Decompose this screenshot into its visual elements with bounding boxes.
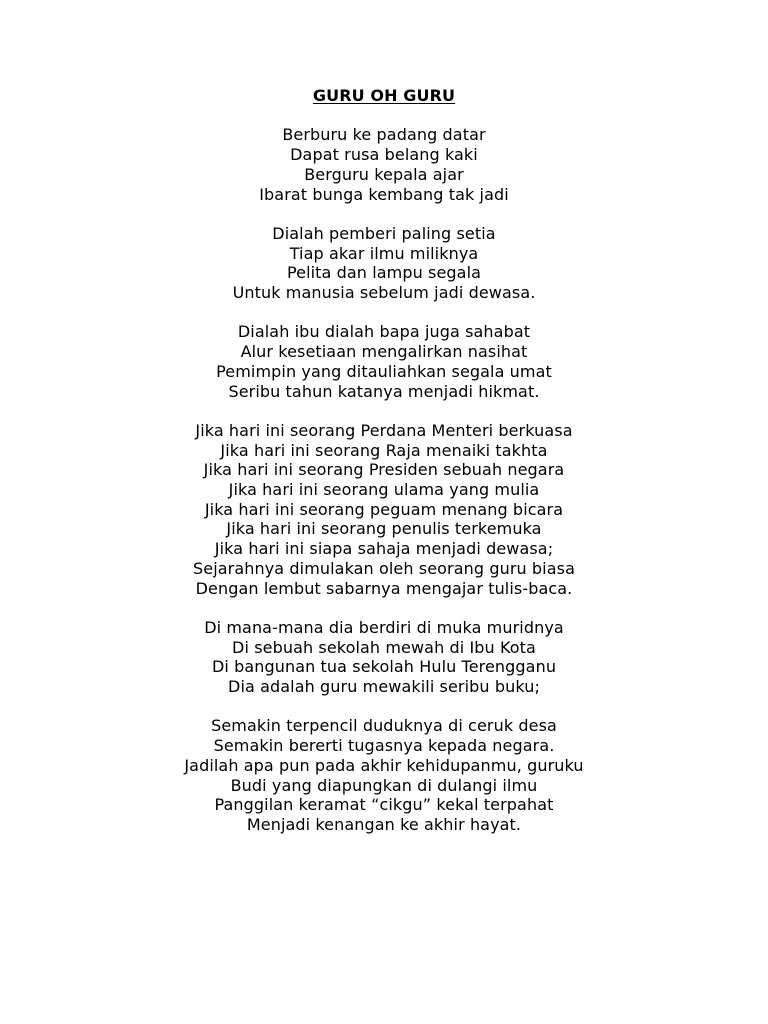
poem-line: Menjadi kenangan ke akhir hayat. xyxy=(246,814,522,834)
poem-line: Jika hari ini seorang penulis terkemuka xyxy=(226,519,542,539)
poem-line: Dapat rusa belang kaki xyxy=(290,145,478,165)
poem-line: Di bangunan tua sekolah Hulu Terengganu xyxy=(211,657,557,677)
poem-line: Jika hari ini siapa sahaja menjadi dewasa; xyxy=(214,539,554,559)
poem-line: Di sebuah sekolah mewah di Ibu Kota xyxy=(232,637,536,657)
stanza-6 xyxy=(0,716,768,834)
stanza-4 xyxy=(0,421,768,598)
poem-line: Di mana-mana dia berdiri di muka muridnya xyxy=(204,617,564,637)
stanza-2 xyxy=(0,224,768,303)
poem-line: Jika hari ini seorang Perdana Menteri berkuasa xyxy=(195,420,573,440)
poem-line: Seribu tahun katanya menjadi hikmat. xyxy=(228,381,540,401)
stanza-3 xyxy=(0,322,768,401)
poem-line: Budi yang diapungkan di dulangi ilmu xyxy=(230,775,538,795)
poem-line: Dia adalah guru mewakili seribu buku; xyxy=(228,677,540,697)
poem-line: Berguru kepala ajar xyxy=(304,164,464,184)
poem-line: Semakin terpencil duduknya di ceruk desa xyxy=(211,716,557,736)
poem-line: Panggilan keramat “cikgu” kekal terpahat xyxy=(214,795,554,815)
poem-line: Dengan lembut sabarnya mengajar tulis-baca. xyxy=(195,578,573,598)
poem-line: Untuk manusia sebelum jadi dewasa. xyxy=(232,283,536,302)
stanza-5 xyxy=(0,618,768,697)
poem-line: Berburu ke padang datar xyxy=(282,125,486,145)
poem-line: Jika hari ini seorang ulama yang mulia xyxy=(228,480,540,499)
poem-line: Jika hari ini seorang Presiden sebuah negara xyxy=(203,460,565,480)
poem-line: Sejarahnya dimulakan oleh seorang guru biasa xyxy=(193,558,575,578)
poem-title: GURU OH GURU xyxy=(312,86,456,105)
poem-line: Tiap akar ilmu miliknya xyxy=(289,243,479,263)
poem-line: Pemimpin yang ditauliahkan segala umat xyxy=(216,361,552,381)
poem xyxy=(0,86,768,854)
poem-line: Jika hari ini seorang peguam menang bicara xyxy=(204,499,564,519)
poem-line: Jadilah apa pun pada akhir kehidupanmu, guruku xyxy=(184,755,584,775)
stanza-1 xyxy=(0,125,768,204)
poem-line: Pelita dan lampu segala xyxy=(286,263,482,283)
poem-line: Dialah ibu dialah bapa juga sahabat xyxy=(237,322,531,342)
poem-line: Semakin bererti tugasnya kepada negara. xyxy=(213,736,555,756)
poem-line: Ibarat bunga kembang tak jadi xyxy=(259,184,509,204)
poem-line: Jika hari ini seorang Raja menaiki takhta xyxy=(220,440,548,460)
poem-line: Dialah pemberi paling setia xyxy=(272,223,496,243)
poem-line: Alur kesetiaan mengalirkan nasihat xyxy=(240,342,528,362)
